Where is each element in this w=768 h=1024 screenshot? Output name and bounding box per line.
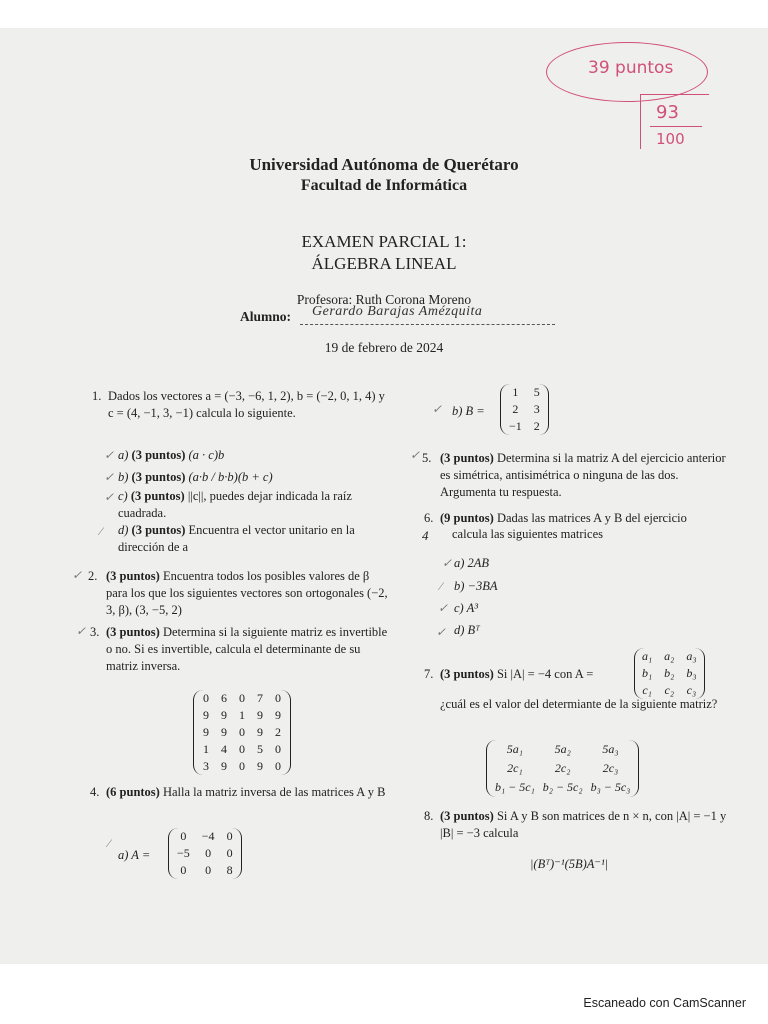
matrix-entry: 9 [221, 725, 227, 739]
points-text: 39 puntos [588, 58, 674, 78]
q1-text: Dados los vectores a = (−3, −6, 1, 2), b = (−2, 0, 1, 4) y c = (4, −1, 3, −1) calcula lo siguiente. [108, 389, 385, 420]
matrix-entry: c₂ [664, 683, 674, 697]
matrix-entry: 2c₂ [554, 761, 571, 775]
q2-number: 2. [88, 569, 98, 583]
q1-item-a: a) (3 puntos) (a · c)b [118, 448, 225, 462]
matrix-entry: 9 [275, 708, 281, 722]
check-mark-icon: ✓ [72, 568, 83, 582]
matrix-entry: b₁ − 5c₁ [495, 780, 535, 794]
check-mark-icon: ✓ [104, 448, 115, 462]
matrix-entry: a₃ [686, 649, 697, 663]
matrix-entry: b₂ − 5c₂ [542, 780, 583, 794]
matrix-entry: 7 [257, 691, 263, 705]
matrix-entry: 0 [239, 725, 245, 739]
q6-item-a: a) 2AB [454, 556, 490, 570]
matrix-entry: 9 [257, 708, 263, 722]
matrix-entry: 0 [239, 759, 245, 773]
faculty-name: Facultad de Informática [300, 177, 468, 194]
check-mark-icon: ✓ [438, 601, 449, 615]
q4-item-a-label: a) A = [118, 848, 151, 862]
q7-matrix-a [634, 648, 705, 699]
q4-item-b-label: b) B = [452, 404, 485, 418]
check-mark-icon: ⁄ [108, 836, 111, 850]
q4-matrix-b [500, 384, 549, 435]
q7-lead: (3 puntos) Si |A| = −4 con A = [440, 667, 594, 681]
matrix-entry: c₃ [686, 683, 697, 697]
matrix-entry: 6 [221, 691, 227, 705]
scanner-watermark: Escaneado con CamScanner [583, 996, 746, 1010]
score-denominator: 100 [656, 130, 685, 148]
q1-item-d: d) (3 puntos) Encuentra el vector unitario en la dirección de a [118, 523, 355, 554]
matrix-entry: 9 [221, 708, 227, 722]
q3-number: 3. [90, 625, 100, 639]
scanned-exam-page [0, 28, 768, 964]
q4-number: 4. [90, 785, 100, 799]
check-mark-icon: ✓ [104, 470, 115, 484]
matrix-entry: 5a₁ [506, 742, 523, 756]
matrix-entry: 2 [533, 419, 540, 433]
q6-item-c: c) A³ [454, 601, 478, 615]
q4-text: (6 puntos) Halla la matriz inversa de las matrices A y B [106, 785, 386, 799]
matrix-entry: 5 [257, 742, 263, 756]
matrix-entry: −4 [201, 829, 215, 843]
matrix-entry: 0 [205, 863, 212, 877]
matrix-entry: 0 [275, 759, 281, 773]
matrix-entry: 0 [203, 691, 209, 705]
matrix-entry: −5 [177, 846, 190, 860]
q6-handwritten-annotation: 4 [422, 528, 429, 543]
matrix-entry: 0 [275, 691, 281, 705]
matrix-entry: 0 [239, 742, 245, 756]
q6-item-b: b) −3BA [454, 579, 498, 593]
matrix-entry: 2c₃ [602, 761, 619, 775]
matrix-entry: 5a₃ [602, 742, 619, 756]
matrix-entry: a₁ [642, 649, 653, 663]
matrix-entry: 0 [226, 846, 233, 860]
matrix-entry: 2 [512, 402, 519, 416]
matrix-entry: b₃ − 5c₃ [590, 780, 631, 794]
q4-matrix-a [168, 828, 242, 879]
q5-text: (3 puntos) Determina si la matriz A del ejercicio anterior es simétrica, antisimétrica o ninguna de las dos. Argumenta tu respuesta. [440, 451, 726, 499]
exam-subject: ÁLGEBRA LINEAL [311, 254, 457, 273]
check-mark-icon: ✓ [432, 402, 443, 416]
exam-date: 19 de febrero de 2024 [324, 340, 444, 355]
q2-text: (3 puntos) Encuentra todos los posibles valores de β para los que los siguientes vectores son ortogonales (−2, 3, β), (3, −5, 2) [106, 569, 388, 617]
matrix-entry: 4 [221, 742, 227, 756]
exam-title: EXAMEN PARCIAL 1: [301, 232, 467, 251]
matrix-entry: 2 [275, 725, 281, 739]
q1-item-c: c) (3 puntos) ||c||, puedes dejar indicada la raíz cuadrada. [118, 489, 352, 520]
matrix-entry: 0 [226, 829, 233, 843]
q8-number: 8. [424, 809, 434, 823]
check-mark-icon: ✓ [442, 556, 453, 570]
check-mark-icon: ✓ [410, 448, 421, 462]
university-name: Universidad Autónoma de Querétaro [249, 155, 519, 174]
matrix-entry: 3 [203, 759, 209, 773]
matrix-entry: −1 [509, 419, 522, 433]
q1-item-b: b) (3 puntos) (a·b / b·b)(b + c) [118, 470, 273, 484]
q7-number: 7. [424, 667, 434, 681]
scanner-footer [0, 964, 768, 1024]
matrix-entry: 5 [533, 385, 540, 399]
matrix-entry: b₂ [664, 666, 675, 680]
matrix-entry: b₁ [642, 666, 653, 680]
q6-text-cont: calcula las siguientes matrices [452, 527, 603, 541]
matrix-entry: 1 [512, 385, 519, 399]
matrix-entry: 0 [180, 863, 187, 877]
check-mark-icon: ✓ [436, 625, 447, 639]
q8-text: (3 puntos) Si A y B son matrices de n × n, con |A| = −1 y |B| = −3 calcula [440, 809, 727, 840]
score-fraction-line [650, 126, 702, 127]
matrix-entry: 5a₂ [554, 742, 571, 756]
matrix-entry: 9 [221, 759, 227, 773]
check-mark-icon: ✓ [76, 624, 87, 638]
student-name-handwritten: Gerardo Barajas Amézquita [312, 304, 483, 319]
matrix-entry: 9 [203, 708, 209, 722]
q7-matrix-m [486, 740, 639, 797]
matrix-entry: 0 [275, 742, 281, 756]
matrix-entry: b₃ [686, 666, 697, 680]
matrix-entry: 8 [226, 863, 233, 877]
matrix-entry: c₁ [642, 683, 652, 697]
student-label: Alumno: [240, 309, 292, 324]
q6-text: (9 puntos) Dadas las matrices A y B del ejercicio [440, 511, 687, 525]
check-mark-icon: ⁄ [440, 579, 443, 593]
matrix-entry: a₂ [664, 649, 675, 663]
matrix-entry: 0 [239, 691, 245, 705]
matrix-entry: 0 [205, 846, 212, 860]
matrix-entry: 2c₁ [507, 761, 523, 775]
professor-name: Profesora: Ruth Corona Moreno [296, 292, 472, 307]
q5-number: 5. [422, 451, 432, 465]
matrix-entry: 1 [239, 708, 245, 722]
matrix-entry: 3 [533, 402, 540, 416]
check-mark-icon: ⁄ [100, 524, 103, 538]
q6-item-d: d) Bᵀ [454, 623, 481, 637]
student-name-line [300, 324, 555, 325]
check-mark-icon: ✓ [104, 490, 115, 504]
matrix-entry: 9 [257, 725, 263, 739]
q3-text: (3 puntos) Determina si la siguiente matriz es invertible o no. Si es invertible, calcula el determinante de su matriz inversa. [106, 625, 388, 673]
q1-number: 1. [92, 389, 102, 403]
score-numerator: 93 [656, 102, 679, 123]
matrix-entry: 1 [203, 742, 209, 756]
matrix-entry: 0 [180, 829, 187, 843]
q6-number: 6. [424, 511, 434, 525]
matrix-entry: 9 [257, 759, 263, 773]
q7-text: ¿cuál es el valor del determiante de la siguiente matriz? [440, 697, 718, 711]
matrix-entry: 9 [203, 725, 209, 739]
q3-matrix [193, 690, 291, 775]
q8-expression: |(Bᵀ)⁻¹(5B)A⁻¹| [530, 857, 609, 871]
